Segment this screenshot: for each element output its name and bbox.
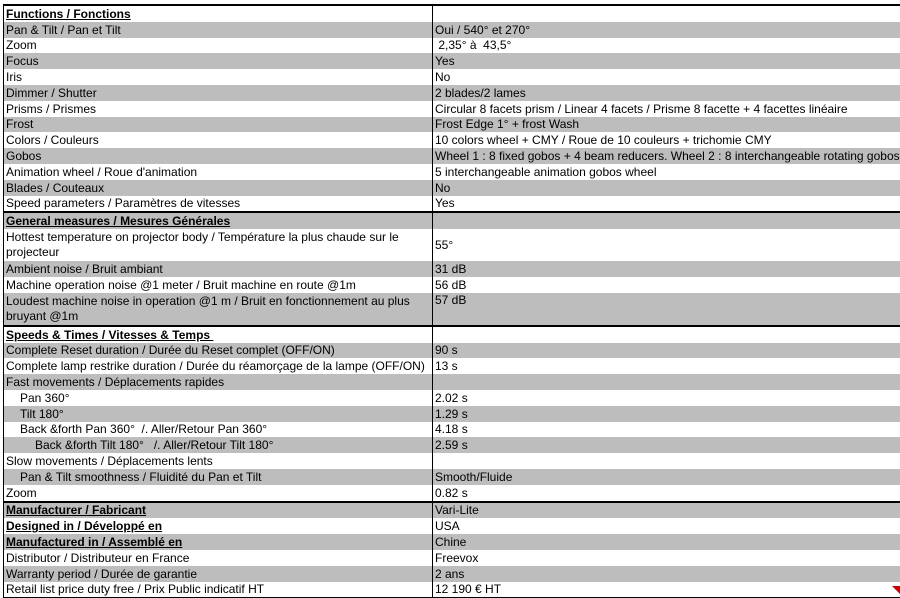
table-row bbox=[4, 374, 900, 390]
table-row bbox=[4, 261, 900, 277]
spec-value: 31 dB bbox=[433, 261, 900, 277]
spec-value: Chine bbox=[433, 534, 900, 550]
spec-label: Retail list price duty free / Prix Public indicatif HT bbox=[4, 582, 433, 598]
spec-label: Focus bbox=[4, 53, 433, 69]
table-row-section bbox=[4, 502, 900, 519]
spec-value bbox=[433, 5, 900, 22]
spec-value bbox=[433, 326, 900, 343]
spec-label: Colors / Couleurs bbox=[4, 132, 433, 148]
spec-value: 2 ans bbox=[433, 566, 900, 582]
table-row bbox=[4, 117, 900, 133]
spec-label: Slow movements / Déplacements lents bbox=[4, 453, 433, 469]
spec-value: Oui / 540° et 270° bbox=[433, 22, 900, 38]
table-row bbox=[4, 485, 900, 502]
spec-value: 5 interchangeable animation gobos wheel bbox=[433, 164, 900, 180]
spec-label: Warranty period / Durée de garantie bbox=[4, 566, 433, 582]
spec-label: Blades / Couteaux bbox=[4, 180, 433, 196]
spec-label: Pan 360° bbox=[4, 390, 433, 406]
table-row bbox=[4, 437, 900, 453]
spec-label: Zoom bbox=[4, 38, 433, 54]
spec-value: 56 dB bbox=[433, 277, 900, 293]
spec-value: Yes bbox=[433, 53, 900, 69]
spec-value: 13 s bbox=[433, 358, 900, 374]
spec-value: Freevox bbox=[433, 550, 900, 566]
spec-value bbox=[433, 212, 900, 229]
table-row bbox=[4, 566, 900, 582]
spec-label: Loudest machine noise in operation @1 m / Bruit en fonctionnement au plus bruyant @1m bbox=[4, 293, 433, 326]
spec-value: 10 colors wheel + CMY / Roue de 10 couleurs + trichomie CMY bbox=[433, 132, 900, 148]
table-row-section bbox=[4, 5, 900, 22]
spec-label: Dimmer / Shutter bbox=[4, 85, 433, 101]
table-row bbox=[4, 358, 900, 374]
spec-value: Circular 8 facets prism / Linear 4 facets / Prisme 8 facette + 4 facettes linéaire bbox=[433, 101, 900, 117]
table-row bbox=[4, 69, 900, 85]
table-row bbox=[4, 38, 900, 54]
spec-label: Iris bbox=[4, 69, 433, 85]
spec-label: Back &forth Pan 360° /. Aller/Retour Pan 360° bbox=[4, 422, 433, 438]
spec-label: Speed parameters / Paramètres de vitesses bbox=[4, 196, 433, 213]
spec-label: Distributor / Distributeur en France bbox=[4, 550, 433, 566]
table-row bbox=[4, 101, 900, 117]
table-row-section bbox=[4, 534, 900, 550]
spec-label: Zoom bbox=[4, 485, 433, 502]
table-row bbox=[4, 196, 900, 213]
table-row bbox=[4, 582, 900, 598]
table-row bbox=[4, 422, 900, 438]
spec-value: 90 s bbox=[433, 343, 900, 359]
spec-value bbox=[433, 453, 900, 469]
spec-label: Pan & Tilt smoothness / Fluidité du Pan et Tilt bbox=[4, 469, 433, 485]
spec-value: No bbox=[433, 180, 900, 196]
spec-label: Complete lamp restrike duration / Durée du réamorçage de la lampe (OFF/ON) bbox=[4, 358, 433, 374]
spec-value: 12 190 € HT bbox=[433, 582, 900, 598]
section-heading: Designed in / Développé en bbox=[4, 518, 433, 534]
section-heading: General measures / Mesures Générales bbox=[4, 212, 433, 229]
spec-value: 4.18 s bbox=[433, 422, 900, 438]
spec-label: Pan & Tilt / Pan et Tilt bbox=[4, 22, 433, 38]
table-row bbox=[4, 406, 900, 422]
spec-value: 55° bbox=[433, 229, 900, 261]
section-heading: Manufacturer / Fabricant bbox=[4, 502, 433, 519]
table-row bbox=[4, 180, 900, 196]
spec-value: Frost Edge 1° + frost Wash bbox=[433, 117, 900, 133]
section-heading: Manufactured in / Assemblé en bbox=[4, 534, 433, 550]
table-row bbox=[4, 343, 900, 359]
table-row-section bbox=[4, 326, 900, 343]
spec-value: 57 dB bbox=[433, 293, 900, 326]
spec-value: 2,35° à 43,5° bbox=[433, 38, 900, 54]
table-row bbox=[4, 229, 900, 261]
spec-label: Frost bbox=[4, 117, 433, 133]
table-row bbox=[4, 453, 900, 469]
spec-label: Back &forth Tilt 180° /. Aller/Retour Tilt 180° bbox=[4, 437, 433, 453]
spec-value: 2.02 s bbox=[433, 390, 900, 406]
spec-value: Yes bbox=[433, 196, 900, 213]
table-row-section bbox=[4, 518, 900, 534]
table-row bbox=[4, 22, 900, 38]
spec-label: Prisms / Prismes bbox=[4, 101, 433, 117]
spec-label: Hottest temperature on projector body / Température la plus chaude sur le projecteur bbox=[4, 229, 433, 261]
table-row bbox=[4, 390, 900, 406]
spec-value: 2 blades/2 lames bbox=[433, 85, 900, 101]
spec-value: 0.82 s bbox=[433, 485, 900, 502]
comment-marker-icon bbox=[892, 586, 900, 594]
spec-label: Tilt 180° bbox=[4, 406, 433, 422]
table-row bbox=[4, 85, 900, 101]
spec-label: Animation wheel / Roue d'animation bbox=[4, 164, 433, 180]
spec-value: Vari-Lite bbox=[433, 502, 900, 519]
spec-value: 2.59 s bbox=[433, 437, 900, 453]
spec-value: No bbox=[433, 69, 900, 85]
table-row bbox=[4, 132, 900, 148]
table-row bbox=[4, 550, 900, 566]
spec-table bbox=[3, 4, 900, 598]
section-heading: Speeds & Times / Vitesses & Temps bbox=[4, 326, 433, 343]
table-row-section bbox=[4, 212, 900, 229]
spec-value: Wheel 1 : 8 fixed gobos + 4 beam reducers. Wheel 2 : 8 interchangeable rotating gobos bbox=[433, 148, 900, 164]
section-heading: Functions / Fonctions bbox=[4, 5, 433, 22]
spec-value bbox=[433, 374, 900, 390]
spec-value: Smooth/Fluide bbox=[433, 469, 900, 485]
spec-label: Machine operation noise @1 meter / Bruit machine en route @1m bbox=[4, 277, 433, 293]
spec-label: Fast movements / Déplacements rapides bbox=[4, 374, 433, 390]
table-row bbox=[4, 164, 900, 180]
table-row bbox=[4, 469, 900, 485]
spec-value: USA bbox=[433, 518, 900, 534]
table-row bbox=[4, 277, 900, 293]
spec-label: Ambient noise / Bruit ambiant bbox=[4, 261, 433, 277]
table-row bbox=[4, 148, 900, 164]
spec-value: 1.29 s bbox=[433, 406, 900, 422]
table-row bbox=[4, 293, 900, 326]
spec-label: Complete Reset duration / Durée du Reset complet (OFF/ON) bbox=[4, 343, 433, 359]
table-row bbox=[4, 53, 900, 69]
spec-label: Gobos bbox=[4, 148, 433, 164]
